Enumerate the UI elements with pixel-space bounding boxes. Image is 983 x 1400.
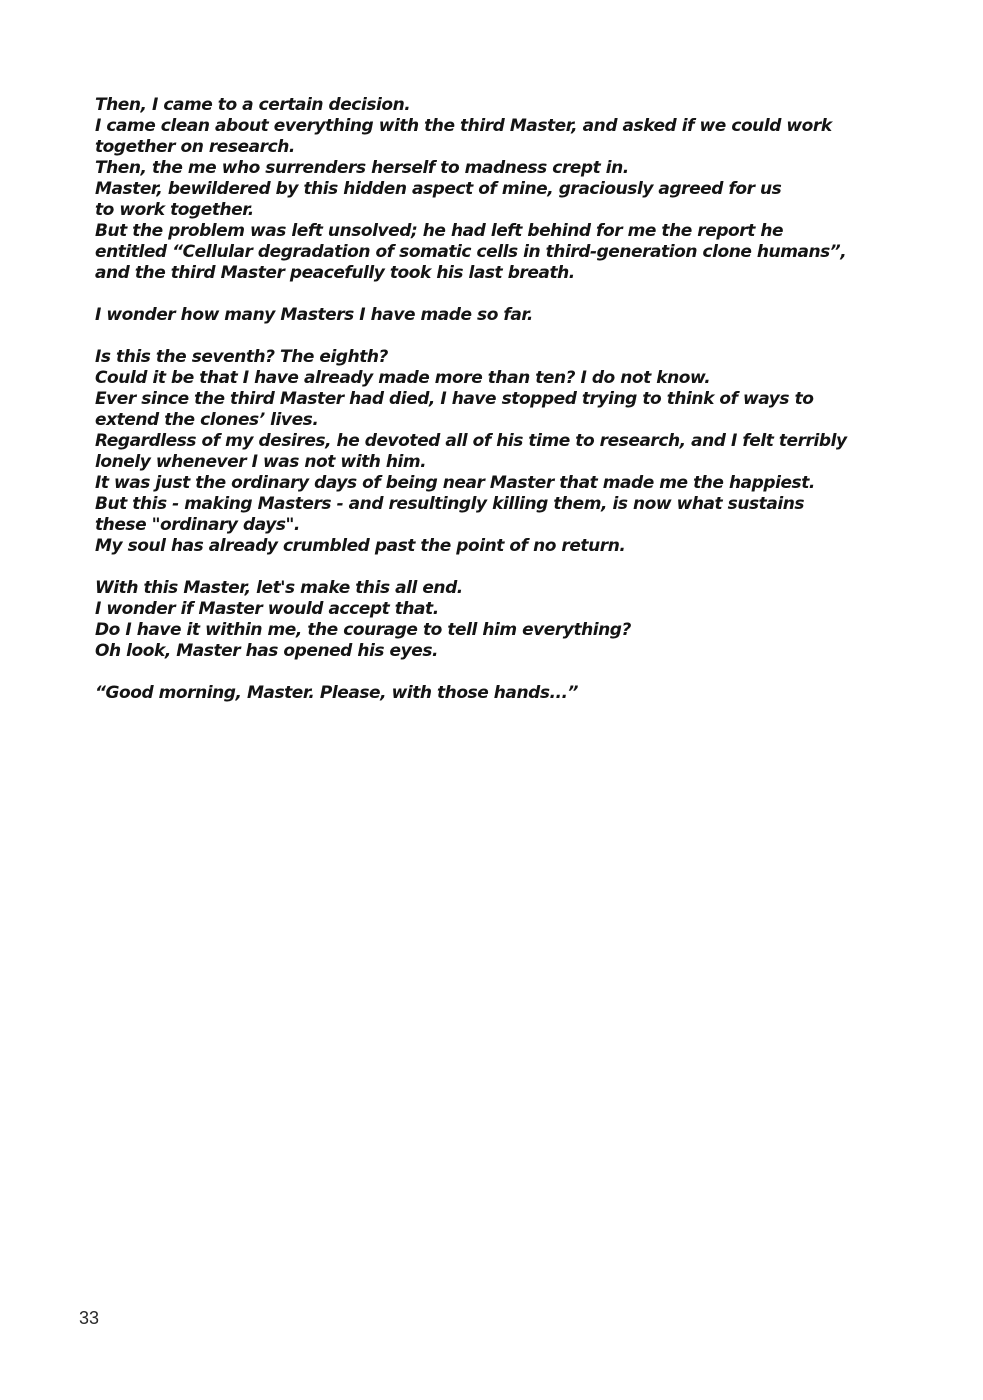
text-line: Ever since the third Master had died, I have stopped trying to think of ways to bbox=[95, 389, 814, 409]
text-line: I wonder how many Masters I have made so far. bbox=[95, 305, 533, 325]
text-line: I came clean about everything with the third Master, and asked if we could work bbox=[95, 116, 832, 136]
page-number: 33 bbox=[79, 1308, 100, 1328]
text-line: Regardless of my desires, he devoted all of his time to research, and I felt terribly bbox=[95, 431, 847, 451]
text-line: Master, bewildered by this hidden aspect of mine, graciously agreed for us bbox=[95, 179, 782, 199]
text-line: these "ordinary days". bbox=[95, 515, 300, 535]
text-line: Could it be that I have already made more than ten? I do not know. bbox=[95, 368, 711, 388]
body-text bbox=[95, 95, 847, 704]
text-line: Then, I came to a certain decision. bbox=[95, 95, 411, 115]
text-line: to work together. bbox=[95, 200, 254, 220]
text-line: It was just the ordinary days of being near Master that made me the happiest. bbox=[95, 473, 815, 493]
paragraph-5 bbox=[95, 683, 847, 704]
text-line: “Good morning, Master. Please, with those hands...” bbox=[95, 683, 579, 703]
text-line: With this Master, let's make this all end. bbox=[95, 578, 463, 598]
text-line: Oh look, Master has opened his eyes. bbox=[95, 641, 438, 661]
paragraph-4 bbox=[95, 578, 847, 662]
text-line: Is this the seventh? The eighth? bbox=[95, 347, 388, 367]
text-line: Then, the me who surrenders herself to madness crept in. bbox=[95, 158, 629, 178]
text-line: But this - making Masters - and resultingly killing them, is now what sustains bbox=[95, 494, 805, 514]
text-line: But the problem was left unsolved; he had left behind for me the report he bbox=[95, 221, 784, 241]
paragraph-2 bbox=[95, 305, 847, 326]
text-line: Do I have it within me, the courage to tell him everything? bbox=[95, 620, 631, 640]
text-line: entitled “Cellular degradation of somatic cells in third-generation clone humans”, bbox=[95, 242, 847, 262]
text-line: together on research. bbox=[95, 137, 295, 157]
text-line: lonely whenever I was not with him. bbox=[95, 452, 427, 472]
text-line: My soul has already crumbled past the point of no return. bbox=[95, 536, 626, 556]
text-line: I wonder if Master would accept that. bbox=[95, 599, 439, 619]
paragraph-1 bbox=[95, 95, 847, 284]
text-line: extend the clones’ lives. bbox=[95, 410, 319, 430]
text-line: and the third Master peacefully took his last breath. bbox=[95, 263, 575, 283]
paragraph-3 bbox=[95, 347, 847, 557]
